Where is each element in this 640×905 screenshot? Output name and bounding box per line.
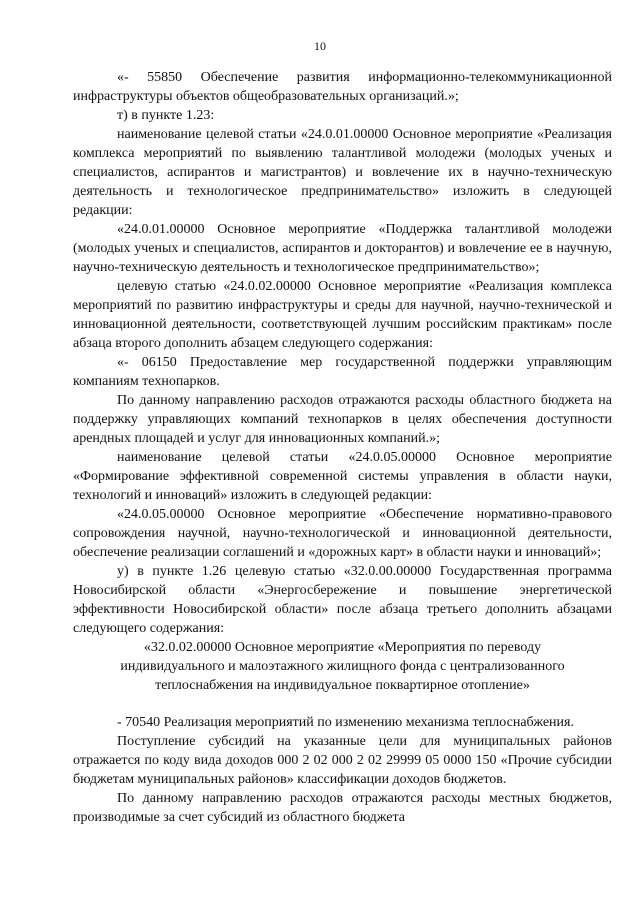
paragraph-24-0-02: целевую статью «24.0.02.00000 Основное мероприятие «Реализация комплекса мероприятий по развитию инфраструктуры и среды для научной, научно-технической и инновационной деятельности, соответствующей лучшим российским практикам» после абзаца второго дополнить абзацем следующего содержания: (73, 279, 612, 351)
centered-heading: «32.0.02.00000 Основное мероприятие «Мероприятия по переводу индивидуального и малоэтажного жилищного фонда с централизованного теплоснабжения на индивидуальное поквартирное отопление» (120, 640, 565, 693)
paragraph-item-u: у) в пункте 1.26 целевую статью «32.0.00.00000 Государственная программа Новосибирской области «Энергосбережение и повышение энергетической эффективности Новосибирской области» после абзаца третьего дополнить абзацами следующего содержания: (73, 564, 612, 636)
paragraph-name-24-0-05: наименование целевой статьи «24.0.05.00000 Основное мероприятие «Формирование эффективной современной системы управления в области науки, технологий и инноваций» изложить в следующей редакции: (73, 450, 612, 503)
paragraph-item-t: т) в пункте 1.23: (117, 108, 215, 123)
paragraph-local-budget-expenses: По данному направлению расходов отражаются расходы местных бюджетов, производимые за счет субсидий из областного бюджета (73, 791, 612, 825)
paragraph-name-24-0-01: наименование целевой статьи «24.0.01.00000 Основное мероприятие «Реализация комплекса мероприятий по выявлению талантливой молодежи (молодых ученых и специалистов, аспирантов и магистрантов) и вовлечение их в научно-техническую деятельность и технологическое предпринимательство» изложить в следующей редакции: (73, 127, 612, 218)
paragraph-subsidies-income: Поступление субсидий на указанные цели для муниципальных районов отражается по коду вида доходов 000 2 02 000 2 02 29999 05 0000 150 «Прочие субсидии бюджетам муниципальных районов» классификации доходов бюджетов. (73, 734, 612, 787)
spacer (73, 695, 612, 713)
document-body (73, 68, 612, 827)
paragraph-technopark-expenses: По данному направлению расходов отражаются расходы областного бюджета на поддержку управляющих компаний технопарков в целях обеспечения доступности арендных площадей и услуг для инновационных компаний.»; (73, 393, 612, 446)
page-number: 10 (314, 39, 326, 53)
paragraph-new-24-0-01: «24.0.01.00000 Основное мероприятие «Поддержка талантливой молодежи (молодых ученых и специалистов, аспирантов и докторантов) и вовлечение ее в научную, научно-техническую деятельность и технологическое предпринимательство»; (73, 222, 612, 275)
paragraph-55850: «- 55850 Обеспечение развития информационно-телекоммуникационной инфраструктуры объектов общеобразовательных организаций.»; (73, 70, 612, 104)
paragraph-06150: «- 06150 Предоставление мер государственной поддержки управляющим компаниям технопарков. (73, 355, 612, 389)
paragraph-70540: - 70540 Реализация мероприятий по изменению механизма теплоснабжения. (117, 715, 574, 730)
paragraph-new-24-0-05: «24.0.05.00000 Основное мероприятие «Обеспечение нормативно-правового сопровождения научной, научно-технологической и инновационной деятельности, обеспечение реализации соглашений и «дорожных карт» в области науки и инноваций»; (73, 507, 612, 560)
